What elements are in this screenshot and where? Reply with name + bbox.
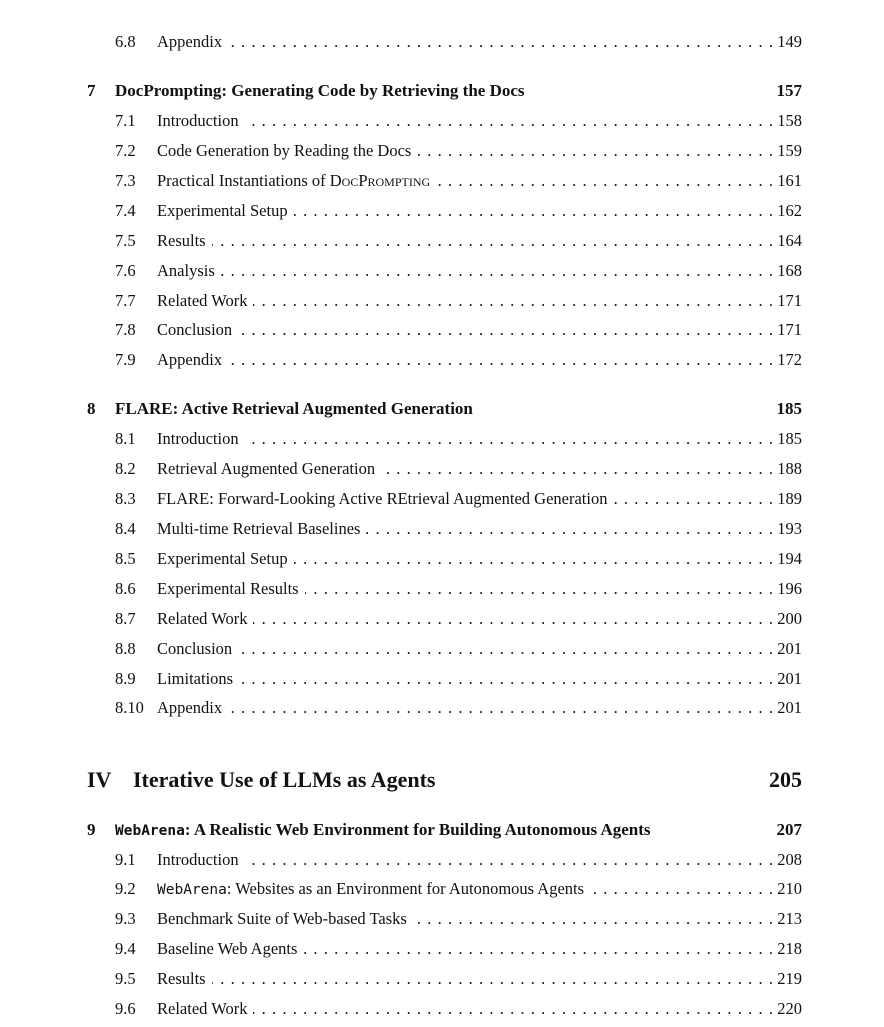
section-title: WebArena: Websites as an Environment for Autonomous Agents <box>157 879 590 898</box>
toc-section-8-7 <box>0 605 884 633</box>
webarena-name: WebArena <box>157 882 227 898</box>
section-page: 194 <box>773 545 802 573</box>
section-title: Experimental Setup <box>157 549 294 568</box>
toc-section-7-3 <box>0 167 884 195</box>
section-number: 8.2 <box>115 459 136 478</box>
section-page: 193 <box>773 515 802 543</box>
section-page: 188 <box>773 455 802 483</box>
section-title: Multi-time Retrieval Baselines <box>157 519 366 538</box>
section-title: Results <box>157 969 212 988</box>
section-title: Experimental Setup <box>157 201 294 220</box>
section-number: 8.1 <box>115 429 136 448</box>
section-title: Retrieval Augmented Generation <box>157 459 381 478</box>
toc-section-7-8 <box>0 316 884 344</box>
toc-section-7-5 <box>0 227 884 255</box>
toc-section-9-4 <box>0 935 884 963</box>
section-page: 208 <box>773 846 802 874</box>
toc-section-9-6 <box>0 995 884 1023</box>
section-title: Results <box>157 231 212 250</box>
section-title: Benchmark Suite of Web-based Tasks <box>157 909 413 928</box>
section-number: 7.6 <box>115 261 136 280</box>
section-number: 7.3 <box>115 171 136 190</box>
toc-section-8-6 <box>0 575 884 603</box>
section-number: 7.5 <box>115 231 136 250</box>
section-page: 201 <box>773 665 802 693</box>
section-number: 8.7 <box>115 609 136 628</box>
part-page: 205 <box>769 767 802 792</box>
section-title: Appendix <box>157 32 228 51</box>
section-page: 159 <box>773 137 802 165</box>
section-number: 7.4 <box>115 201 136 220</box>
toc-chapter-9 <box>0 816 884 844</box>
toc-section-8-4 <box>0 515 884 543</box>
toc-section-7-6 <box>0 257 884 285</box>
section-number: 7.2 <box>115 141 136 160</box>
toc-section-9-2 <box>0 875 884 903</box>
section-page: 210 <box>773 875 802 903</box>
section-number: 9.3 <box>115 909 136 928</box>
section-number: 9.4 <box>115 939 136 958</box>
section-title: Related Work <box>157 999 253 1018</box>
section-page: 172 <box>773 346 802 374</box>
part-title: Iterative Use of LLMs as Agents <box>133 767 436 792</box>
toc-part-iv <box>0 762 884 798</box>
chapter-title: DocPrompting: Generating Code by Retrieving the Docs <box>115 81 525 100</box>
section-title: Introduction <box>157 111 245 130</box>
section-title: Limitations <box>157 669 239 688</box>
chapter-number: 9 <box>87 820 96 839</box>
toc-chapter-8 <box>0 395 884 423</box>
section-title: Conclusion <box>157 320 238 339</box>
section-page: 200 <box>773 605 802 633</box>
toc-section-8-2 <box>0 455 884 483</box>
toc-chapter-7 <box>0 77 884 105</box>
chapter-page: 185 <box>776 399 802 418</box>
section-number: 7.7 <box>115 291 136 310</box>
toc-section-6-8 <box>0 28 884 56</box>
section-number: 7.1 <box>115 111 136 130</box>
section-page: 161 <box>773 167 802 195</box>
section-page: 185 <box>773 425 802 453</box>
section-number: 9.6 <box>115 999 136 1018</box>
toc-section-7-4 <box>0 197 884 225</box>
section-number: 8.4 <box>115 519 136 538</box>
chapter-page: 207 <box>776 820 802 839</box>
toc-section-8-5 <box>0 545 884 573</box>
toc-section-9-1 <box>0 846 884 874</box>
docprompting-name: DocPrompting <box>329 171 431 190</box>
section-number: 8.6 <box>115 579 136 598</box>
section-title: Practical Instantiations of DocPrompting <box>157 171 436 190</box>
section-number: 8.10 <box>115 698 144 717</box>
toc-section-9-3 <box>0 905 884 933</box>
toc-section-8-3 <box>0 485 884 513</box>
section-title: Code Generation by Reading the Docs <box>157 141 417 160</box>
part-number: IV <box>87 767 112 792</box>
section-page: 171 <box>773 316 802 344</box>
section-title: Baseline Web Agents <box>157 939 303 958</box>
section-page: 168 <box>773 257 802 285</box>
section-title: Related Work <box>157 291 253 310</box>
toc-section-7-9 <box>0 346 884 374</box>
toc-section-8-8 <box>0 635 884 663</box>
section-page: 201 <box>773 635 802 663</box>
section-title: Conclusion <box>157 639 238 658</box>
section-number: 9.1 <box>115 850 136 869</box>
section-number: 6.8 <box>115 32 136 51</box>
section-title: FLARE: Forward-Looking Active REtrieval Augmented Generation <box>157 489 613 508</box>
section-number: 7.8 <box>115 320 136 339</box>
toc-section-9-5 <box>0 965 884 993</box>
section-number: 9.2 <box>115 879 136 898</box>
section-title: Related Work <box>157 609 253 628</box>
section-title: Appendix <box>157 350 228 369</box>
section-title: Experimental Results <box>157 579 305 598</box>
section-title: Analysis <box>157 261 221 280</box>
toc-section-7-2 <box>0 137 884 165</box>
chapter-number: 7 <box>87 81 96 100</box>
toc-section-7-1 <box>0 107 884 135</box>
section-title: Introduction <box>157 850 245 869</box>
section-number: 8.5 <box>115 549 136 568</box>
section-page: 171 <box>773 287 802 315</box>
section-page: 218 <box>773 935 802 963</box>
chapter-title: FLARE: Active Retrieval Augmented Generation <box>115 399 473 418</box>
section-page: 201 <box>773 694 802 722</box>
toc-section-8-9 <box>0 665 884 693</box>
section-page: 164 <box>773 227 802 255</box>
section-number: 8.8 <box>115 639 136 658</box>
section-page: 196 <box>773 575 802 603</box>
section-page: 219 <box>773 965 802 993</box>
webarena-name: WebArena <box>115 823 185 839</box>
toc-section-8-1 <box>0 425 884 453</box>
section-number: 8.3 <box>115 489 136 508</box>
section-title: Appendix <box>157 698 228 717</box>
section-page: 149 <box>773 28 802 56</box>
section-page: 189 <box>773 485 802 513</box>
section-number: 9.5 <box>115 969 136 988</box>
chapter-title: WebArena: A Realistic Web Environment for Building Autonomous Agents <box>115 820 651 839</box>
section-title: Introduction <box>157 429 245 448</box>
chapter-page: 157 <box>776 81 802 100</box>
toc-section-8-10 <box>0 694 884 722</box>
toc-section-7-7 <box>0 287 884 315</box>
section-page: 162 <box>773 197 802 225</box>
section-number: 8.9 <box>115 669 136 688</box>
section-page: 220 <box>773 995 802 1023</box>
section-number: 7.9 <box>115 350 136 369</box>
section-page: 158 <box>773 107 802 135</box>
section-page: 213 <box>773 905 802 933</box>
chapter-number: 8 <box>87 399 96 418</box>
